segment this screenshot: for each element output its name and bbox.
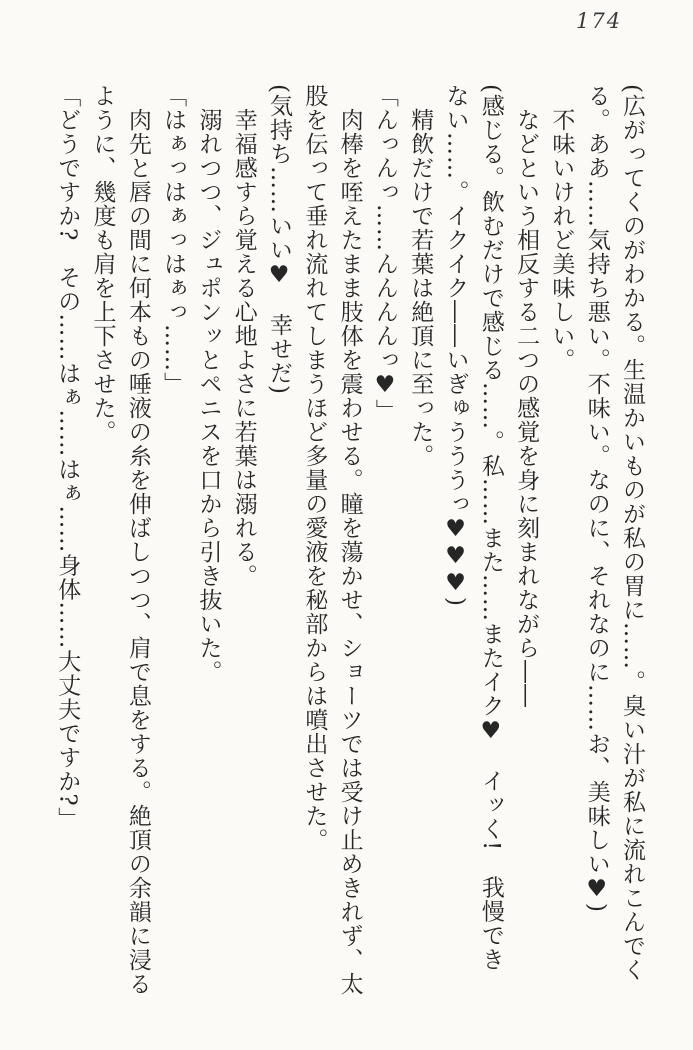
text-line: ように、幾度も肩を上下させた。	[89, 84, 116, 444]
text-line: 肉棒を咥えたまま肢体を震わせる。瞳を蕩かせ、ショーツでは受け止めきれず、太	[336, 84, 363, 996]
vertical-text-area	[49, 84, 649, 1002]
text-line: (気持ち……いい♥ 幸せだ)	[266, 84, 293, 395]
text-line: 不味いけれど美味しい。	[548, 84, 575, 372]
page-number: 174	[576, 9, 623, 33]
text-line: 「どうですか? その……はぁ……はぁ……身体……大丈夫ですか?」	[54, 84, 81, 831]
text-line: ない……。イクイク――いぎゅうううっ♥♥♥)	[442, 84, 469, 607]
text-line: 股を伝って垂れ流れてしまうほど多量の愛液を秘部からは噴出させた。	[301, 84, 328, 852]
text-line: (広がってくのがわかる。生温かいものが私の胃に……。臭い汁が私に流れこんでく	[619, 84, 645, 982]
text-line: などという相反する二つの感覚を身に刻まれながら――	[513, 84, 540, 708]
text-line: 「んっんっ……んんんんっ♥」	[371, 84, 398, 423]
text-line: (感じる。飲むだけで感じる……。私……また……またイク♥ イッく! 我慢でき	[477, 84, 504, 972]
text-line: 幸福感すら覚える心地よさに若葉は溺れる。	[230, 84, 257, 588]
text-line: 溺れつつ、ジュポンッとペニスを口から引き抜いた。	[195, 84, 222, 684]
text-line: 「はぁっはぁっはぁっ……」	[160, 84, 187, 396]
text-line: 肉先と唇の間に何本もの唾液の糸を伸ばしつつ、肩で息をする。絶頂の余韻に浸る	[124, 84, 151, 996]
text-line: 精飲だけで若葉は絶頂に至った。	[407, 84, 434, 468]
text-line: る。ああ……気持ち悪い。不味い。なのに、それなのに……お、美味しい♥)	[583, 84, 610, 913]
